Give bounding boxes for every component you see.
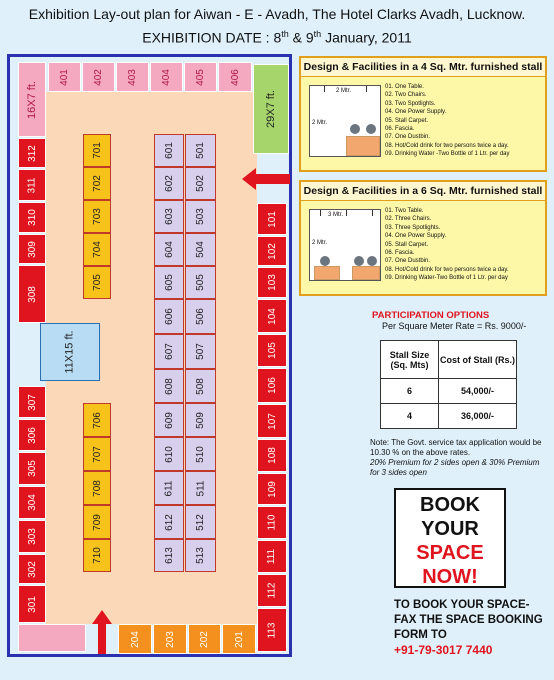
stall-604[interactable]: 604 xyxy=(154,233,184,266)
stall-710[interactable]: 710 xyxy=(83,539,111,572)
header-title: Exhibition Lay-out plan for Aiwan - E - Avadh, The Hotel Clarks Avadh, Lucknow. xyxy=(28,6,526,22)
stall-505[interactable]: 505 xyxy=(185,266,216,299)
list-item: 02. Three Chairs. xyxy=(385,216,432,223)
stall-511[interactable]: 511 xyxy=(185,471,216,505)
stall-610[interactable]: 610 xyxy=(154,437,184,471)
dim-width: 2 Mtr. xyxy=(336,88,352,94)
stall-507[interactable]: 507 xyxy=(185,334,216,369)
stall-605[interactable]: 605 xyxy=(154,266,184,299)
stall-510[interactable]: 510 xyxy=(185,437,216,471)
stall-306[interactable]: 306 xyxy=(18,419,46,451)
stall-606[interactable]: 606 xyxy=(154,299,184,334)
table-icon xyxy=(314,266,340,280)
list-item: 06. Fascia. xyxy=(385,250,415,257)
stall-302[interactable]: 302 xyxy=(18,554,46,584)
participation-options xyxy=(370,310,526,331)
list-item: 03. Three Spotlights. xyxy=(385,224,441,231)
stall-102[interactable]: 102 xyxy=(257,236,287,266)
stall-113[interactable]: 113 xyxy=(257,608,287,652)
col-cost: Cost of Stall (Rs.) xyxy=(439,341,517,379)
list-item: 05. Stall Carpet. xyxy=(385,117,429,124)
stall-709[interactable]: 709 xyxy=(83,505,111,539)
stall-612[interactable]: 612 xyxy=(154,505,184,539)
stall-103[interactable]: 103 xyxy=(257,267,287,298)
stall-112[interactable]: 112 xyxy=(257,574,287,607)
chair-icon xyxy=(354,256,364,266)
stall-204[interactable]: 204 xyxy=(118,624,152,654)
stall-609[interactable]: 609 xyxy=(154,403,184,437)
table-icon xyxy=(352,266,380,280)
stall-107[interactable]: 107 xyxy=(257,404,287,438)
list-item: 04. One Power Supply. xyxy=(385,109,447,116)
stall-504[interactable]: 504 xyxy=(185,233,216,266)
stall-108[interactable]: 108 xyxy=(257,439,287,472)
stall-303[interactable]: 303 xyxy=(18,520,46,553)
dim-height: 2 Mtr. xyxy=(312,120,328,126)
stall-404[interactable]: 404 xyxy=(150,62,183,92)
facilities-list-4sqm xyxy=(385,83,510,159)
facilities-list-6sqm xyxy=(385,207,509,283)
panel-4sqm-title: Design & Facilities in a 4 Sq. Mtr. furnished stall xyxy=(301,58,545,77)
exhibition-date: EXHIBITION DATE : 8th & 9th January, 2011 xyxy=(142,29,412,46)
area-16x7[interactable]: 16X7 ft. xyxy=(18,62,46,137)
page-header xyxy=(0,4,554,48)
stall-704[interactable]: 704 xyxy=(83,233,111,266)
stall-202[interactable]: 202 xyxy=(188,624,221,654)
stall-506[interactable]: 506 xyxy=(185,299,216,334)
book-line: SPACE xyxy=(416,542,484,564)
stall-405[interactable]: 405 xyxy=(184,62,217,92)
stall-304[interactable]: 304 xyxy=(18,486,46,519)
book-line: YOUR xyxy=(421,518,479,540)
stall-703[interactable]: 703 xyxy=(83,200,111,233)
panel-4sqm xyxy=(299,56,547,172)
stall-403[interactable]: 403 xyxy=(116,62,149,92)
list-item: 09. Drinking Water -Two Bottle of 1 Ltr. per day xyxy=(385,151,510,158)
stall-512[interactable]: 512 xyxy=(185,505,216,539)
list-item: 06. Fascia. xyxy=(385,126,415,133)
book-your-space-box[interactable] xyxy=(394,488,506,588)
dim-height: 2 Mtr. xyxy=(312,240,328,246)
list-item: 01. One Table. xyxy=(385,84,424,90)
fax-line: TO BOOK YOUR SPACE- xyxy=(394,599,530,611)
stall-310[interactable]: 310 xyxy=(18,202,46,233)
stall-105[interactable]: 105 xyxy=(257,334,287,367)
list-item: 02. Two Chairs. xyxy=(385,92,427,99)
stall-301[interactable]: 301 xyxy=(18,585,46,623)
stall-508[interactable]: 508 xyxy=(185,369,216,403)
panel-6sqm xyxy=(299,180,547,296)
stall-104[interactable]: 104 xyxy=(257,299,287,333)
stall-111[interactable]: 111 xyxy=(257,540,287,573)
list-item: 03. Two Spotlights. xyxy=(385,100,436,107)
area-11x15[interactable]: 11X15 ft. xyxy=(40,323,100,381)
stall-607[interactable]: 607 xyxy=(154,334,184,369)
chair-icon xyxy=(320,256,330,266)
stall-106[interactable]: 106 xyxy=(257,368,287,403)
stall-509[interactable]: 509 xyxy=(185,403,216,437)
stall-203[interactable]: 203 xyxy=(153,624,187,654)
corner-area xyxy=(18,624,86,652)
stall-706[interactable]: 706 xyxy=(83,403,111,437)
stall-101[interactable]: 101 xyxy=(257,203,287,235)
note-line1: Note: The Govt. service tax application would be 10.30 % on the above rates. xyxy=(370,438,542,457)
stall-702[interactable]: 702 xyxy=(83,167,111,200)
stall-705[interactable]: 705 xyxy=(83,266,111,299)
stall-312[interactable]: 312 xyxy=(18,138,46,168)
stall-707[interactable]: 707 xyxy=(83,437,111,471)
stall-110[interactable]: 110 xyxy=(257,506,287,539)
row-size: 4 xyxy=(381,404,439,429)
fax-line: FAX THE SPACE BOOKING xyxy=(394,614,543,626)
list-item: 07. One Dustbin. xyxy=(385,258,431,265)
book-line: NOW! xyxy=(422,566,478,588)
list-item: 09. Drinking Water-Two Bottle of 1 Ltr. per day xyxy=(385,275,508,282)
stall-sketch-6sqm xyxy=(309,209,381,281)
list-item: 08. Hot/Cold drink for two persons twice a day. xyxy=(385,142,509,149)
cost-table xyxy=(380,340,517,429)
stall-401[interactable]: 401 xyxy=(48,62,81,92)
stall-708[interactable]: 708 xyxy=(83,471,111,505)
tax-note xyxy=(370,438,548,478)
stall-402[interactable]: 402 xyxy=(82,62,115,92)
list-item: 04. One Power Supply. xyxy=(385,233,447,240)
table-icon xyxy=(346,136,380,156)
list-item: 08. Hot/Cold drink for two persons twice a day. xyxy=(385,266,509,273)
fax-line: FORM TO xyxy=(394,629,447,641)
stall-305[interactable]: 305 xyxy=(18,452,46,485)
row-cost: 36,000/- xyxy=(439,404,517,429)
list-item: 05. Stall Carpet. xyxy=(385,241,429,248)
rate-text: Per Square Meter Rate = Rs. 9000/- xyxy=(382,321,527,331)
list-item: 01. Two Table. xyxy=(385,208,424,214)
stall-sketch-4sqm xyxy=(309,85,381,157)
stall-503[interactable]: 503 xyxy=(185,200,216,233)
stall-307[interactable]: 307 xyxy=(18,386,46,418)
row-size: 6 xyxy=(381,379,439,404)
stall-601[interactable]: 601 xyxy=(154,134,184,167)
note-line2: 20% Premium for 2 sides open & 30% Premium for 3 sides open xyxy=(370,458,540,477)
stall-308[interactable]: 308 xyxy=(18,265,46,323)
col-stall-size: Stall Size (Sq. Mts) xyxy=(381,341,439,379)
row-cost: 54,000/- xyxy=(439,379,517,404)
area-29x7[interactable]: 29X7 ft. xyxy=(253,64,289,154)
dim-width: 3 Mtr. xyxy=(328,212,344,218)
entrance-arrow-icon xyxy=(240,166,292,192)
stall-501[interactable]: 501 xyxy=(185,134,216,167)
stall-109[interactable]: 109 xyxy=(257,473,287,505)
stall-311[interactable]: 311 xyxy=(18,169,46,201)
panel-6sqm-title: Design & Facilities in a 6 Sq. Mtr. furnished stall xyxy=(301,182,545,201)
stall-513[interactable]: 513 xyxy=(185,539,216,572)
chair-icon xyxy=(367,256,377,266)
chair-icon xyxy=(366,124,376,134)
stall-613[interactable]: 613 xyxy=(154,539,184,572)
book-line: BOOK xyxy=(420,494,480,516)
stall-611[interactable]: 611 xyxy=(154,471,184,505)
fax-booking-info xyxy=(394,598,554,658)
stall-603[interactable]: 603 xyxy=(154,200,184,233)
stall-701[interactable]: 701 xyxy=(83,134,111,167)
stall-309[interactable]: 309 xyxy=(18,234,46,264)
participation-title: PARTICIPATION OPTIONS xyxy=(372,310,490,321)
list-item: 07. One Dustbin. xyxy=(385,134,431,141)
stall-602[interactable]: 602 xyxy=(154,167,184,200)
chair-icon xyxy=(350,124,360,134)
stall-406[interactable]: 406 xyxy=(218,62,252,92)
fax-phone-number[interactable]: +91-79-3017 7440 xyxy=(394,643,493,657)
stall-608[interactable]: 608 xyxy=(154,369,184,403)
exit-arrow-icon xyxy=(90,608,114,656)
stall-502[interactable]: 502 xyxy=(185,167,216,200)
stall-201[interactable]: 201 xyxy=(222,624,256,654)
